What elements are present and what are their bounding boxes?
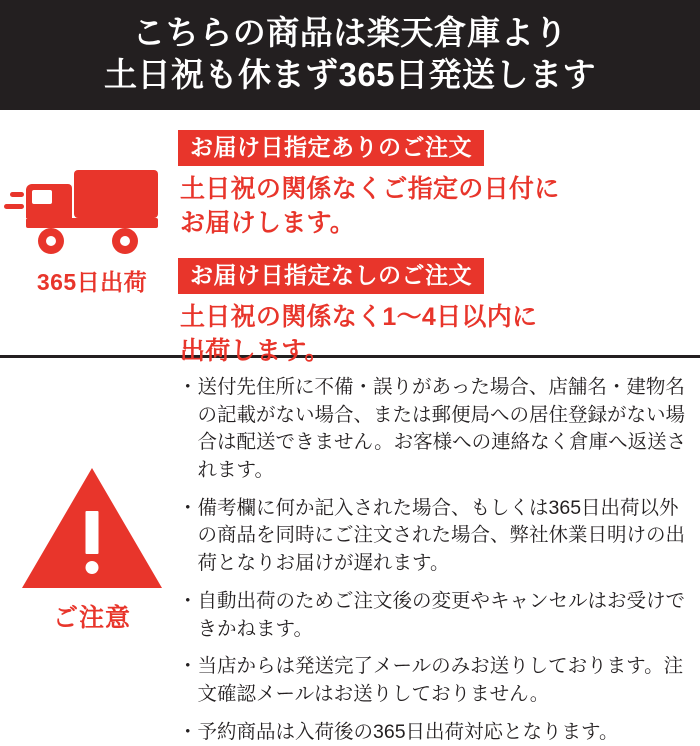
caution-section: [0, 358, 700, 743]
caution-note-3: 自動出荷のためご注文後の変更やキャンセルはお受けできかねます。: [197, 589, 686, 640]
shipping-icon-label: 365日出荷: [36, 269, 148, 295]
list-item: [178, 374, 692, 485]
bullet-icon: ・: [178, 376, 198, 398]
list-item: [178, 588, 692, 643]
list-item: [178, 719, 692, 746]
shipping-section: [0, 110, 700, 365]
caution-notes-list: [178, 372, 692, 743]
shipping-text-group: [178, 124, 690, 365]
shipping-icon-group: [6, 124, 178, 341]
shipping-case-dated-body-line-2: お届けします。: [180, 208, 356, 237]
list-item: [178, 495, 692, 578]
shipping-case-undated-body-line-1: 土日祝の関係なく1〜4日以内に: [180, 303, 538, 332]
shipping-case-dated-body: [180, 173, 690, 240]
warning-triangle-icon: [22, 468, 162, 588]
bullet-icon: ・: [178, 655, 198, 678]
caution-icon-label: ご注意: [52, 604, 131, 632]
shipping-case-dated: [178, 130, 690, 240]
header-line-1: こちらの商品は楽天倉庫より: [132, 14, 568, 52]
bullet-icon: ・: [178, 720, 198, 743]
header-line-2: 土日祝も休まず365日発送します: [103, 56, 597, 93]
shipping-case-undated: [178, 258, 690, 368]
truck-icon: [26, 170, 158, 256]
list-item: [178, 653, 692, 708]
bullet-icon: ・: [178, 496, 198, 519]
caution-note-4: 当店からは発送完了メールのみお送りしております。注文確認メールはお送りしておりません。: [197, 655, 684, 705]
shipping-case-dated-body-line-1: 土日祝の関係なくご指定の日付に: [180, 175, 560, 204]
caution-note-2: 備考欄に何か記入された場合、もしくは365日出荷以外の商品を同時にご注文された場合、弊社休業日明けの出荷となりお届けが遅れます。: [197, 496, 686, 575]
banner-header: [0, 0, 700, 110]
shipping-case-dated-tag: お届け日指定ありのご注文: [178, 130, 484, 166]
shipping-case-undated-tag: お届け日指定なしのご注文: [178, 258, 484, 294]
caution-note-5: 予約商品は入荷後の365日出荷対応となります。: [197, 720, 619, 743]
shipping-case-undated-body-line-2: 出荷します。: [180, 336, 330, 365]
bullet-icon: ・: [178, 589, 198, 612]
caution-note-1: 送付先住所に不備・誤りがあった場合、店舗名・建物名の記載がない場合、または郵便局への居住登録がない場合は配送できません。お客様への連絡なく倉庫へ返送されます。: [197, 376, 687, 482]
shipping-case-undated-body: [180, 301, 690, 368]
caution-icon-group: [6, 372, 178, 689]
